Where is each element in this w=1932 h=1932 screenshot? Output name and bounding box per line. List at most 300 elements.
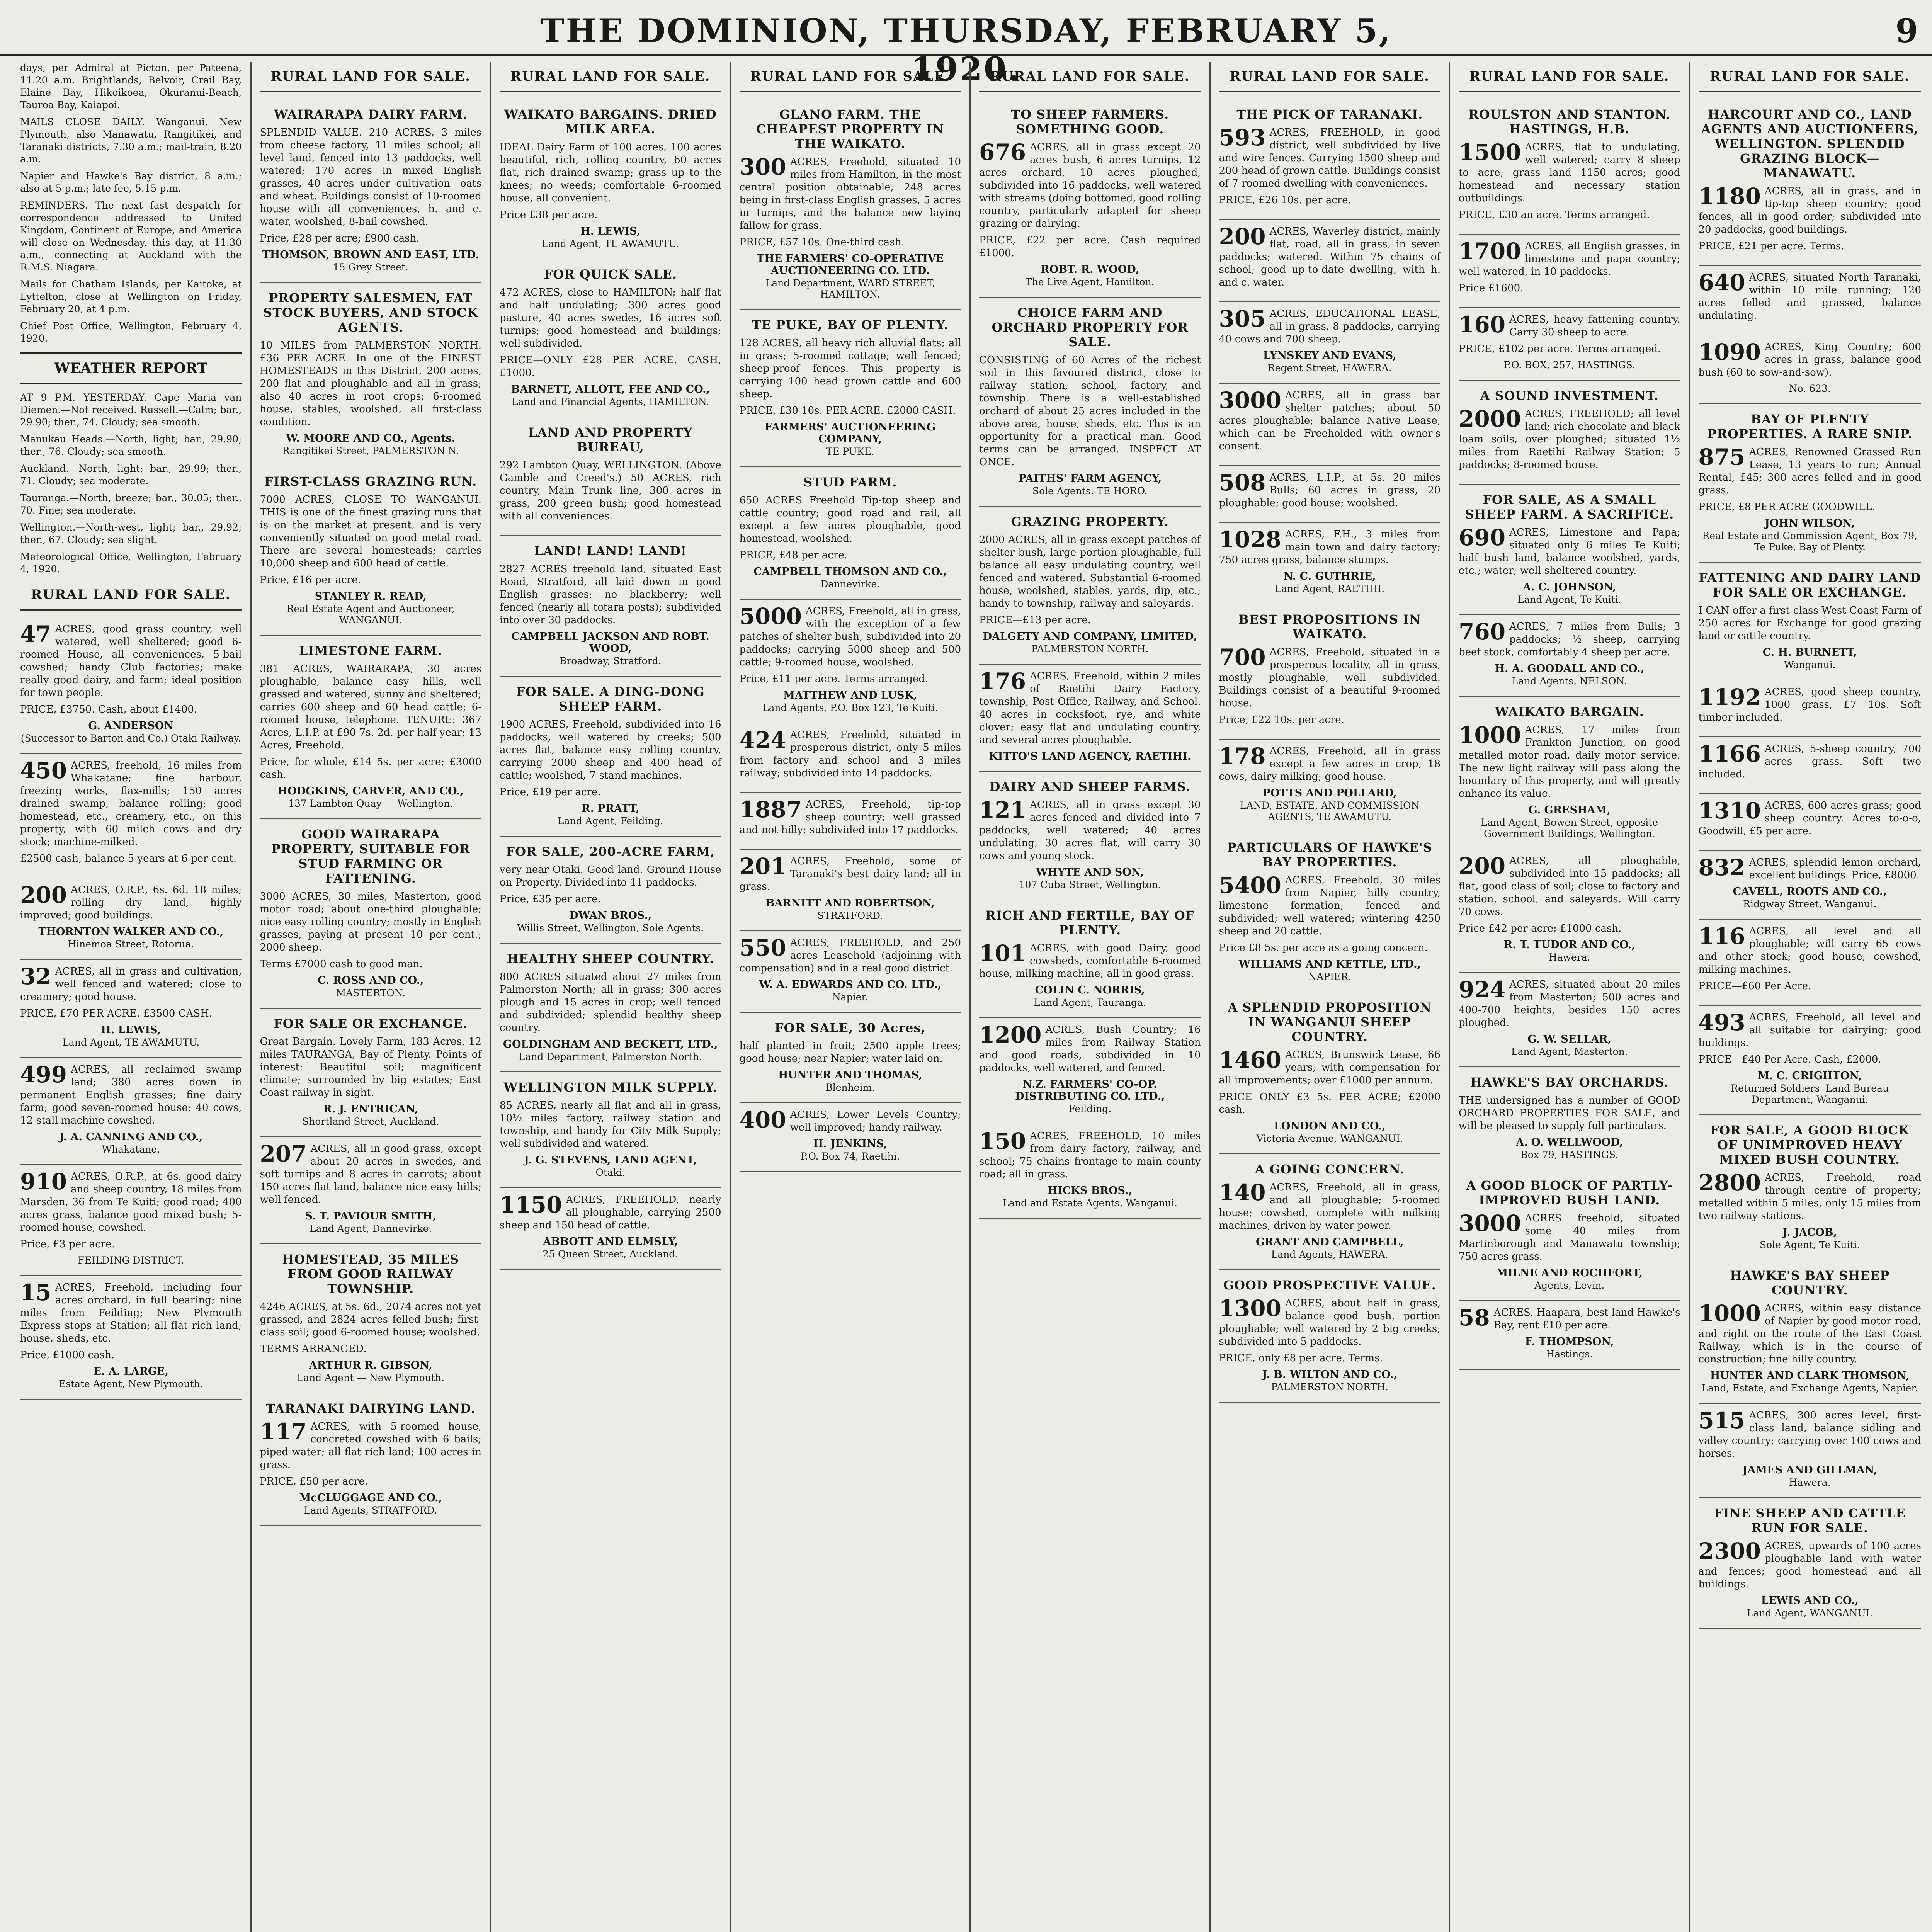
ad-text: ACRES, about half in grass, balance good bush, portion ploughable; well watered by 2 big creeks; subdivided into 5 paddocks. [1219,1298,1440,1347]
ad-text: ACRES, all in grass bar shelter patches; about 50 acres ploughable; balance Native Lease, which can be Freeholded with owner's consent. [1219,389,1440,452]
ad-agent-address: MASTERTON. [336,987,405,998]
ad-acreage: 3000 [1459,1210,1521,1236]
ad-price: PRICE, £21 per acre. Terms. [1698,240,1844,252]
ad-body [1459,1212,1680,1263]
classified-ad [1699,737,1922,794]
ad-agent-address: Land Agent, TE AWAMUTU. [62,1037,200,1048]
ad-acreage: 47 [20,621,51,647]
ad-heading: THE PICK OF TARANAKI. [1236,107,1423,122]
ad-heading: CHOICE FARM AND ORCHARD PROPERTY FOR SALE. [992,305,1188,349]
ad-acreage: 690 [1459,524,1506,551]
ad-agent: HUNTER AND CLARK THOMSON, [1710,1370,1910,1382]
ad-acreage: 700 [1219,644,1266,670]
ad-heading: GLANO FARM. THE CHEAPEST PROPERTY IN THE WAIKATO. [756,107,944,151]
classified-ad [20,1058,242,1165]
classified-ad [979,1018,1201,1124]
ad-acreage: 508 [1219,469,1266,496]
ad-agent-address: Land Agent, Masterton. [1511,1046,1628,1057]
ad-agent: WILLIAMS AND KETTLE, LTD., [1238,958,1421,970]
ad-price: Price £1600. [1459,282,1524,294]
ad-agent: R. T. TUDOR AND CO., [1503,939,1635,951]
classified-ad [1219,992,1441,1154]
classified-ad [740,467,961,600]
ad-acreage: 117 [260,1418,307,1445]
ad-heading: HAWKE'S BAY SHEEP COUNTRY. [1730,1268,1890,1298]
ad-acreage: 1150 [500,1192,562,1218]
ad-body [1459,141,1680,205]
ad-text: ACRES, splendid lemon orchard, excellent buildings. Price, £8000. [1749,857,1921,881]
ad-text: ACRES, F.H., 3 miles from main town and dairy factory; 750 acres grass, balance stumps. [1219,529,1440,566]
classified-ad [1459,308,1680,381]
ad-text: ACRES, Haapara, best land Hawke's Bay, rent £10 per acre. [1493,1307,1680,1331]
ad-heading: STUD FARM. [803,475,897,490]
classified-ad [740,600,961,723]
ad-agent-address: Napier. [832,992,868,1003]
ad-price: PRICE, £30 10s. PER ACRE. £2000 CASH. [739,405,956,417]
ad-text: CONSISTING of 60 Acres of the richest soil in this favoured district, close to railway station, school, factory, and township. There is a well-established orchard of about 25 acres included in the above area, house, sheds, etc. This is an opportunity for a practical man. Good terms can be arranged. INSPECT AT ONCE. [979,354,1201,468]
ad-acreage: 2000 [1459,406,1521,432]
news-block [20,62,242,345]
ad-agent-address: Broadway, Stratford. [559,655,662,667]
ad-agent-address: Land Agent, WANGANUI. [1747,1607,1873,1619]
ad-acreage: 32 [20,963,51,990]
ad-agent: JOHN WILSON, [1765,517,1855,529]
classified-ad [1219,466,1441,523]
ad-heading: BAY OF PLENTY PROPERTIES. A RARE SNIP. [1707,412,1913,441]
ad-body [1459,526,1680,577]
ad-body [20,965,242,1003]
ad-agent: H. A. GOODALL AND CO., [1495,663,1645,675]
ad-body [1699,185,1922,236]
classified-ad [260,99,482,283]
column-4 [731,62,971,1932]
ad-text: ACRES, with 5-roomed house, concreted cowshed with 6 bails; piped water; all flat rich land; 100 acres in grass. [260,1421,481,1471]
ad-heading: FATTENING AND DAIRY LAND FOR SALE OR EXCHANGE. [1699,570,1921,600]
ad-body [1219,1049,1441,1087]
ad-body [1219,745,1441,783]
classified-ad [1459,697,1680,849]
classified-ad [740,931,961,1013]
ad-agent-address: LAND, ESTATE, AND COMMISSION AGENTS, TE AWAMUTU. [1240,800,1420,822]
classified-ad [1219,832,1441,992]
ad-agent: GRANT AND CAMPBELL, [1256,1236,1404,1248]
ad-agent: CAVELL, ROOTS AND CO., [1733,886,1887,898]
news-paragraph: Chief Post Office, Wellington, February 4, 1920. [20,320,242,344]
section-header: RURAL LAND FOR SALE. [1699,62,1922,92]
ad-agent: JAMES AND GILLMAN, [1742,1464,1877,1476]
ad-agent: A. C. JOHNSON, [1523,581,1616,593]
ad-text: ACRES, O.R.P., 6s. 6d. 18 miles; rolling dry land, highly improved; good buildings. [20,884,242,921]
ad-agent: J. A. CANNING AND CO., [59,1131,203,1143]
classified-ad [740,793,961,850]
classified-ad [979,1124,1201,1219]
ad-body [979,670,1201,747]
ad-text: ACRES, 5-sheep country, 700 acres grass. Soft two included. [1698,743,1921,780]
ad-body [1219,1297,1441,1348]
ad-price: Price, £3 per acre. [20,1238,115,1250]
ad-agent-address: (Successor to Barton and Co.) Otaki Railway. [20,733,241,744]
classified-ad [500,99,721,259]
ad-agent-address: Hawera. [1789,1477,1831,1488]
ad-text: ACRES, Limestone and Papa; situated only 6 miles Te Kuiti; half bush land, balance woolshed, yards, etc.; water; well-sheltered country. [1459,527,1680,577]
ad-agent: KITTO'S LAND AGENCY, RAETIHI. [989,750,1191,762]
ad-agent-address: Blenheim. [825,1082,875,1093]
ad-body [1459,240,1680,278]
ad-agent: PAITHS' FARM AGENCY, [1018,473,1162,485]
ad-body [1219,1181,1441,1232]
ad-text: ACRES, good grass country, well watered, well sheltered; good 6-roomed House, all conveniences, 5-bail cowshed; handy Club factories; make really good dairy, and farm; ideal position for town people. [20,623,242,699]
ad-text: ACRES, all in grass, and in tip-top sheep country; good fences, all in good order; subdivided into 20 paddocks, good buildings. [1698,185,1921,235]
ad-agent: THOMSON, BROWN AND EAST, LTD. [262,249,479,261]
ad-agent: H. LEWIS, [101,1024,161,1036]
ad-heading: GOOD PROSPECTIVE VALUE. [1223,1278,1436,1293]
ad-acreage: 550 [739,935,786,961]
classified-ad [500,1188,721,1270]
ad-text: 1900 ACRES, Freehold, subdivided into 16 paddocks, well watered by creeks; 500 acres flat, balance easy rolling country, carrying 2000 sheep and 400 head of cattle; woolshed, 7-stand machines. [500,719,721,781]
ad-acreage: 1028 [1219,526,1281,553]
ad-text: SPLENDID VALUE. 210 ACRES, 3 miles from cheese factory, 11 miles school; all level land, fenced into 13 paddocks, well watered; 170 acres in mixed English grasses, 40 acres under cultivation—oats and wheat. Buildings consist of 10-roomed house with all conveniences, h. and c. water, woolshed, 8-bail cowshed. [260,127,481,228]
classified-ad [740,1103,961,1172]
classified-ad [1459,1067,1680,1170]
ad-body [1219,225,1441,289]
ad-text: ACRES, Freehold, within 2 miles of Raetihi Dairy Factory, township, Post Office, Railway, and School. 40 acres in cocksfoot, rye, and white clover; easy flat and undulating country, and several acres ploughable. [979,670,1201,746]
ad-acreage: 760 [1459,619,1506,645]
ad-acreage: 140 [1219,1179,1266,1206]
ad-body [740,1109,961,1134]
ad-agent-address: Ridgway Street, Wanganui. [1743,898,1877,910]
classified-ad [1219,1270,1441,1403]
ad-body [979,799,1201,862]
classified-ad [20,1165,242,1276]
ad-heading: A GOOD BLOCK OF PARTLY-IMPROVED BUSH LAND. [1466,1178,1673,1208]
ad-agent-address: Sole Agents, TE HORO. [1032,485,1148,497]
ad-price: Price, £19 per acre. [500,786,601,798]
classified-ad [1219,302,1441,384]
ad-text: ACRES, 300 acres level, first-class land, balance sidling and valley country; carrying over 100 cows and horses. [1698,1410,1921,1459]
ad-text: 381 ACRES, WAIRARAPA, 30 acres ploughable, balance easy hills, well grassed and watered, sunny and sheltered; carries 600 sheep and 60 head cattle; 6-roomed house, telephone. TENURE: 367 Acres, L.I.P. at £90 7s. 2d. per half-year; 13 Acres, Freehold. [260,663,481,751]
ad-body [500,286,721,350]
ad-body [1699,1540,1922,1591]
ad-heading: WAIRARAPA DAIRY FARM. [274,107,468,122]
ad-body [500,864,721,889]
ad-agent: McCLUGGAGE AND CO., [299,1492,442,1504]
ad-agent-address: Sole Agent, Te Kuiti. [1760,1239,1860,1250]
classified-ad [260,1009,482,1137]
classified-ad [500,259,721,417]
weather-paragraph: Tauranga.—North, breeze; bar., 30.05; ther., 70. Fine; sea moderate. [20,492,242,516]
ad-text: 128 ACRES, all heavy rich alluvial flats; all in grass; 5-roomed cottage; well fenced; sheep-proof fences. This property is carrying 100 head grown cattle and 600 sheep. [739,337,961,400]
classified-ad [20,754,242,878]
ad-agent-address: Land Agent, RAETIHI. [1275,583,1385,594]
ad-acreage: 178 [1219,743,1266,769]
ad-text: ACRES, 17 miles from Frankton Junction, on good metalled motor road, daily motor service. The new light railway will pass along the boundary of this property, and will greatly enhance its value. [1459,724,1680,799]
weather-paragraph: Auckland.—North, light; bar., 29.99; ther., 71. Cloudy; sea moderate. [20,463,242,486]
ad-acreage: 160 [1459,311,1506,338]
ad-body [1219,646,1441,710]
ad-text: ACRES, Freehold, situated in a prosperous locality, all in grass, mostly ploughable, well subdivided. Buildings consist of a beautiful 9-roomed house. [1219,646,1440,709]
ad-agent-address: Agents, Levin. [1534,1280,1605,1291]
ad-agent: THORNTON WALKER AND CO., [38,926,224,938]
ad-price: PRICE—£13 per acre. [979,614,1091,626]
ad-text: 472 ACRES, close to HAMILTON; half flat and half undulating; 300 acres good pasture, 40 acres swedes, 16 acres soft turnips; good homestead and buildings; well subdivided. [500,287,721,349]
classified-ad [979,298,1201,507]
ad-text: ACRES, FREEHOLD; all level land; rich chocolate and black loam soils, over ploughed; situated 1½ miles from Raetihi Railway Station; 5 paddocks; 8-roomed house. [1459,408,1680,471]
ad-acreage: 3000 [1219,387,1281,413]
ad-text: ACRES, Brunswick Lease, 66 years, with compensation for all improvements; over £1000 per annum. [1219,1049,1440,1086]
ad-text: ACRES, 600 acres grass; good sheep country. Acres to-o-o, Goodwill, £5 per acre. [1698,800,1921,837]
ad-acreage: 1887 [739,796,802,823]
ad-body [260,1420,482,1471]
ad-text: 4246 ACRES, at 5s. 6d., 2074 acres not yet grassed, and 2824 acres felled bush; first-class soil; good 6-roomed house; woolshed. [260,1301,481,1338]
news-paragraph: MAILS CLOSE DAILY. Wanganui, New Plymouth, also Manawatu, Rangitikei, and Taranaki districts, 7.30 a.m.; mail-train, 8.20 a.m. [20,116,242,165]
ad-heading: TO SHEEP FARMERS. SOMETHING GOOD. [1011,107,1169,136]
ad-body [740,798,961,837]
ad-agent: ROBT. R. WOOD, [1041,264,1139,276]
ad-agent-address: 15 Grey Street. [333,262,408,273]
ad-text: ACRES, all reclaimed swamp land; 380 acres down in permanent English grasses; fine dairy farm; good seven-roomed house; 40 cows, 12-stall machine cowshed. [20,1064,242,1126]
ad-agent: MATTHEW AND LUSK, [783,689,917,701]
ad-text: ACRES, L.I.P., at 5s. 20 miles Bulls; 60 acres in grass, 20 ploughable; good house; woolshed. [1219,472,1440,509]
classified-ad [1699,794,1922,851]
classified-ad [740,850,961,931]
ad-acreage: 493 [1698,1009,1745,1036]
column-2 [252,62,492,1932]
ad-acreage: 832 [1698,854,1745,881]
ad-agent-address: Wanganui. [1784,659,1836,670]
ad-agent: THE FARMERS' CO-OPERATIVE AUCTIONEERING CO. LTD. [757,253,944,277]
ad-price: PRICE, £102 per acre. Terms arranged. [1459,343,1661,355]
page-number: 9 [1895,12,1918,50]
ad-acreage: 1180 [1698,183,1761,209]
news-paragraph: Mails for Chatham Islands, per Kaitoke, at Lyttelton, close at Wellington on Friday, February 20, at 4 p.m. [20,279,242,315]
ad-acreage: 2300 [1698,1538,1761,1564]
section-header: RURAL LAND FOR SALE. [1459,62,1680,92]
column-7 [1450,62,1690,1932]
ad-text: ACRES, Freehold, including four acres orchard, in full bearing; nine miles from Feilding; New Plymouth Express stops at Station; all flat rich land; house, sheds, etc. [20,1282,242,1344]
ad-agent: H. JENKINS, [813,1138,887,1150]
ad-acreage: 1700 [1459,238,1521,264]
classified-ad [740,723,961,793]
ad-text: ACRES, all in grass except 20 acres bush, 6 acres turnips, 12 acres orchard, 10 acres ploughed, subdivided into 16 paddocks, well watered with streams (doing bottomed, good rolling country, particularly adapted for sheep grazing or dairying. [979,141,1201,230]
ad-agent: M. C. CRIGHTON, [1757,1070,1862,1082]
ad-acreage: 1310 [1698,798,1761,824]
classified-ad [1699,680,1922,737]
classified-ad [979,900,1201,1018]
ad-agent-address: NAPIER. [1308,971,1352,982]
ad-price: PRICE, £50 per acre. [260,1476,368,1487]
ad-body [740,337,961,401]
ad-body [1459,724,1680,800]
section-header: RURAL LAND FOR SALE. [20,580,242,611]
ad-agent: FARMERS' AUCTIONEERING COMPANY, [765,421,936,445]
ad-text: ACRES, Renowned Grassed Run Lease, 13 years to run; Annual Rental, £45; 300 acres felled and in good grass. [1698,446,1921,496]
ad-heading: RICH AND FERTILE, BAY OF PLENTY. [985,908,1195,937]
ad-acreage: 515 [1698,1407,1745,1434]
ad-body [500,459,721,523]
column-8 [1690,62,1930,1932]
ad-body [1699,856,1922,882]
ad-body [1699,743,1922,781]
ad-agent-address: Land, Estate, and Exchange Agents, Napier. [1701,1383,1918,1394]
ad-text: ACRES, all in grass and cultivation, well fenced and watered; close to creamery; good house. [20,966,242,1003]
classified-ad [260,636,482,819]
ad-heading: GRAZING PROPERTY. [1011,514,1169,529]
ad-text: 10 MILES from PALMERSTON NORTH. £36 PER ACRE. In one of the FINEST HOMESTEADS in this District. 200 acres, 200 flat and ploughable and all in grass; also 40 acres in root crops; 6-roomed house, stables, woolshed, all first-class condition. [260,340,481,428]
ad-price: TERMS ARRANGED. [260,1343,367,1355]
ad-acreage: 676 [979,139,1026,165]
classified-ad [979,772,1201,900]
ad-agent-address: Land Agent, TE AWAMUTU. [542,238,679,249]
ad-body [20,1170,242,1234]
classified-ad [1219,740,1441,832]
ad-agent: ARTHUR R. GIBSON, [309,1359,432,1371]
ad-price: PRICE, £57 10s. One-third cash. [739,236,905,248]
ad-acreage: 150 [979,1128,1026,1154]
ad-agent: N.Z. FARMERS' CO-OP. DISTRIBUTING CO. LTD., [1015,1078,1165,1102]
ad-acreage: 305 [1219,306,1266,332]
ad-text: I CAN offer a first-class West Coast Farm of 250 acres for Exchange for good grazing land or cattle country. [1698,605,1921,642]
ad-body [1699,1302,1922,1366]
classified-ad [1699,851,1922,920]
ad-agent: CAMPBELL THOMSON AND CO., [753,566,947,578]
ad-text: ACRES, flat to undulating, well watered; carry 8 sheep to acre; grass land 1150 acres; good homestead and necessary station outbuildings. [1459,141,1680,204]
section-header: RURAL LAND FOR SALE. [979,62,1201,92]
ad-agent-address: Real Estate Agent and Auctioneer, WANGANUI. [286,603,455,626]
ad-heading: HARCOURT AND CO., LAND AGENTS AND AUCTIONEERS, WELLINGTON. SPLENDID GRAZING BLOCK—MANAWATU. [1701,107,1918,180]
weather-paragraph: Wellington.—North-west, light; bar., 29.92; ther., 67. Cloudy; sea slight. [20,522,242,545]
ad-text: 292 Lambton Quay, WELLINGTON. (Above Gamble and Creed's.) 50 ACRES, rich country, Main Trunk line, 300 acres in grass, 200 green bush; good homestead with all conveniences. [500,459,721,522]
ad-heading: A SOUND INVESTMENT. [1480,388,1659,403]
ad-acreage: 101 [979,940,1026,966]
classified-ad [979,507,1201,665]
ad-agent-address: PALMERSTON NORTH. [1031,643,1149,655]
ad-body [740,156,961,232]
ad-agent: J. B. WILTON AND CO., [1262,1369,1397,1381]
ad-agent-address: Hinemoa Street, Rotorua. [68,939,194,950]
ad-heading: PROPERTY SALESMEN, FAT STOCK BUYERS, AND STOCK AGENTS. [263,291,478,335]
ad-body [1459,313,1680,339]
ad-text: 85 ACRES, nearly all flat and all in grass, 10½ miles factory, railway station and township, and handy for City Milk Supply; well subdivided and watered. [500,1100,721,1150]
ad-body [500,1194,721,1232]
section-header: RURAL LAND FOR SALE. [1219,62,1441,92]
ad-body [500,1099,721,1150]
classified-ad [500,837,721,944]
ad-acreage: 5400 [1219,872,1281,898]
classified-ad [1699,1115,1922,1260]
classified-ad [500,677,721,837]
ad-agent-address: Land Agents, STRATFORD. [304,1505,437,1516]
classified-ad [1699,1006,1922,1115]
ad-body [740,494,961,545]
ad-acreage: 1300 [1219,1295,1281,1321]
ad-text: ACRES, Freehold, all in grass, and all ploughable; 5-roomed house; cowshed, complete with milking machines, driven by water power. [1219,1182,1440,1231]
ad-text: ACRES, with good Dairy, good cowsheds, comfortable 6-roomed house, milking machine; all in good grass. [979,942,1201,980]
ad-agent-address: Shortland Street, Auckland. [302,1116,439,1127]
ad-heading: PARTICULARS OF HAWKE'S BAY PROPERTIES. [1227,840,1432,869]
ad-acreage: 640 [1698,269,1745,296]
ad-agent: WHYTE AND SON, [1036,866,1144,878]
ad-acreage: 1166 [1698,741,1761,767]
classified-ad [260,819,482,1009]
ad-text: ACRES, good sheep country, 1000 grass, £7 10s. Soft timber included. [1698,686,1921,723]
classified-ad [1219,384,1441,466]
ad-agent: R. J. ENTRICAN, [323,1103,418,1115]
ad-body [979,1024,1201,1075]
classified-ad [1459,381,1680,485]
classified-ad [500,944,721,1072]
classified-ad [979,99,1201,298]
ad-price: Terms £7000 cash to good man. [260,958,423,970]
ad-text: 2000 ACRES, all in grass except patches of shelter bush, large portion ploughable, full balance all easy undulating country, well fenced and watered. Substantial 6-roomed house, woolshed, stables, yards, dip, etc.; handy to township, railway and saleyards. [979,534,1201,609]
ad-agent-address: Land Agent — New Plymouth. [297,1372,444,1383]
news-paragraph: Napier and Hawke's Bay district, 8 a.m.; also at 5 p.m.; late fee, 5.15 p.m. [20,170,242,194]
ad-agent: CAMPBELL JACKSON AND ROBT. WOOD, [511,631,709,655]
ad-agent: G. GRESHAM, [1528,804,1611,816]
classified-ad [1459,485,1680,615]
ad-price: Price, £11 per acre. Terms arranged. [739,673,929,685]
classified-ad [260,1137,482,1244]
ad-body [500,563,721,627]
ad-text: ACRES, situated about 20 miles from Masterton; 500 acres and 400-700 heights, besides 150 acres ploughed. [1459,979,1680,1029]
ad-body [260,1301,482,1339]
newspaper-title: THE DOMINION, THURSDAY, FEBRUARY 5, 1920. [540,12,1392,88]
ad-agent-address: TE PUKE. [826,446,874,457]
ad-price: PRICE, £30 an acre. Terms arranged. [1459,209,1650,221]
ad-text: ACRES, Freehold, all in grass except a few acres in crop, 18 cows, dairy milking; good house. [1219,745,1440,782]
ad-text: 2827 ACRES freehold land, situated East Road, Stratford, all laid down in good English grasses; no blackberry; well fenced (nearly all totara posts); subdivided into over 30 paddocks. [500,563,721,626]
classified-ad [20,1276,242,1400]
ad-heading: ROULSTON AND STANTON. HASTINGS, H.B. [1468,107,1671,136]
ad-text: ACRES, heavy fattening country. Carry 30 sheep to acre. [1509,314,1680,338]
column-5 [971,62,1211,1932]
ad-body [740,855,961,893]
ad-price: Price, £16 per acre. [260,574,361,586]
ad-agent-address: 107 Cuba Street, Wellington. [1019,879,1161,890]
ad-acreage: 424 [739,727,786,753]
ad-agent-address: Feilding. [1068,1103,1112,1114]
news-paragraph: REMINDERS. The next fast despatch for correspondence addressed to United Kingdom, Continent of Europe, and America will close on Wednesday, this day, at 11.30 a.m., connecting at Auckland with the R.M.S. Niagara. [20,200,242,273]
ad-price: PRICE, £26 10s. per acre. [1219,194,1351,206]
ad-body [1699,799,1922,838]
ad-acreage: 1460 [1219,1047,1281,1073]
ad-agent: ABBOTT AND ELMSLY, [543,1236,678,1248]
classified-ad [1219,220,1441,302]
ad-text: 800 ACRES situated about 27 miles from Palmerston North; all in grass; 300 acres plough and 15 acres in crop; well fenced and subdivided; splendid healthy sheep country. [500,971,721,1034]
ad-agent: E. A. LARGE, [93,1366,169,1378]
ad-agent: COLIN C. NORRIS, [1035,984,1145,996]
weather-paragraph: Meteorological Office, Wellington, February 4, 1920. [20,551,242,575]
news-paragraph: days, per Admiral at Picton, per Pateena, 11.20 a.m. Brightlands, Belvoir, Crail Bay, Elaine Bay, Hikoikoea, Okuranui-Beach, Tauroa Bay, Kaiapoi. [20,62,242,111]
ad-text: ACRES freehold, situated some 40 miles from Martinborough and Manawatu township; 750 acres grass. [1459,1213,1680,1262]
ad-heading: TE PUKE, BAY OF PLENTY. [752,318,949,332]
ad-agent: HODGKINS, CARVER, AND CO., [277,785,464,797]
classified-ad [260,1393,482,1526]
ad-acreage: 2800 [1698,1170,1761,1196]
ad-body [1219,471,1441,510]
ad-body [1699,1172,1922,1223]
ad-heading: FOR QUICK SALE. [544,267,677,282]
ad-heading: FOR SALE, 200-ACRE FARM, [506,844,715,859]
ad-agent: H. LEWIS, [580,225,641,237]
ad-heading: TARANAKI DAIRYING LAND. [266,1401,476,1416]
ad-body [260,890,482,954]
classified-ad [1219,523,1441,604]
ad-body [1699,1409,1922,1460]
classified-ad [1459,235,1680,308]
ad-acreage: 593 [1219,124,1266,151]
classified-ad [260,1244,482,1393]
ad-heading: WELLINGTON MILK SUPPLY. [503,1080,718,1095]
